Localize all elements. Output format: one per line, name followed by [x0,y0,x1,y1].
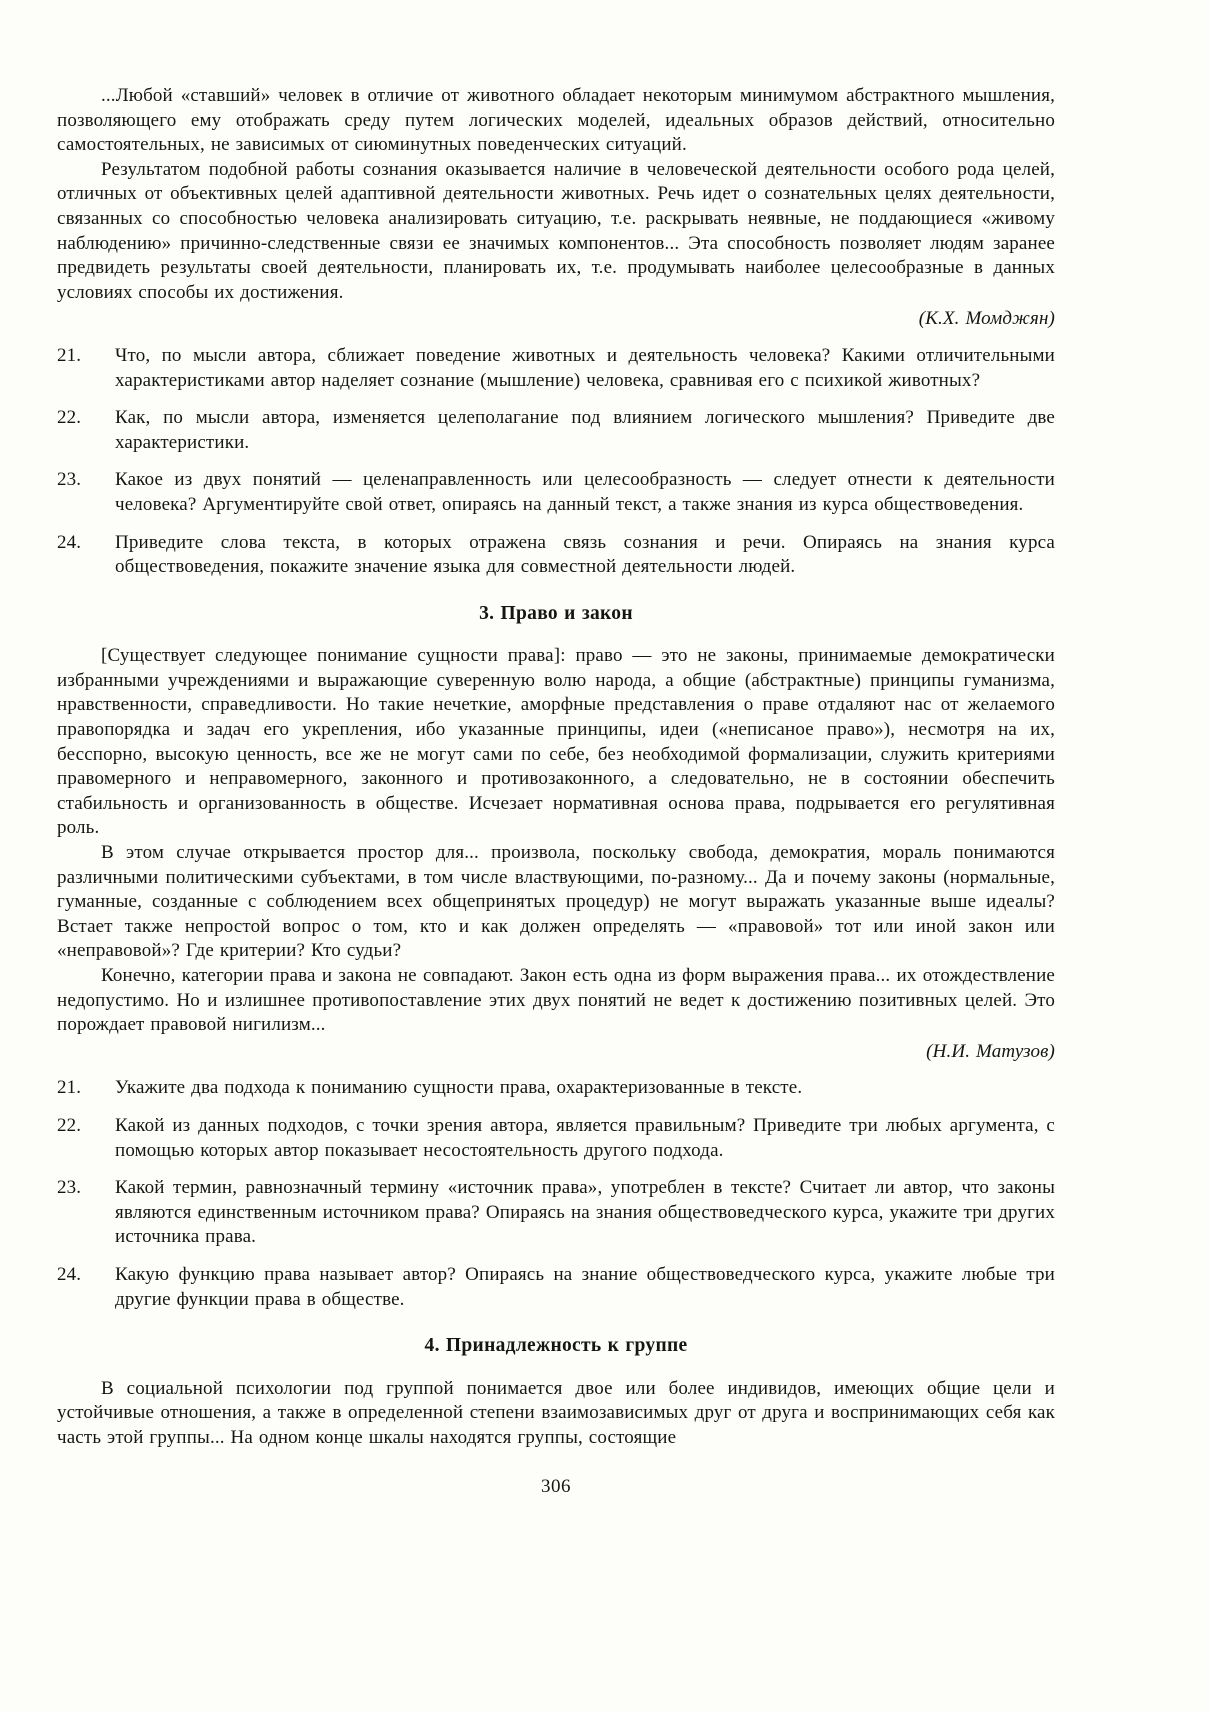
paragraph: Конечно, категории права и закона не совпадают. Закон есть одна из форм выражения права... их отождествление недопустимо. Но и излишнее противопоставление этих двух понятий не ведет к достижению позитивных целей. Это порождает правовой нигилизм... [57,965,1055,1036]
question-number: 22. [57,407,82,429]
question-item [57,1076,1055,1101]
question-item [57,531,1055,580]
question-text: Как, по мысли автора, изменяется целеполагание под влиянием логического мышления? Приведите две характеристики. [115,407,1055,453]
question-number: 24. [57,1263,82,1285]
section-heading-pravo-i-zakon: 3. Право и закон [479,602,633,624]
question-list [57,1076,1055,1312]
question-text: Какой термин, равнозначный термину «источник права», употреблен в тексте? Считает ли автор, что законы являются единственным источником права? Опираясь на знания обществоведческого курса, укажите три других источника права. [115,1177,1055,1248]
question-number: 23. [57,1177,82,1199]
question-item [57,468,1055,517]
paragraph: В этом случае открывается простор для... произвола, поскольку свобода, демократия, мораль понимаются различными политическими субъектами, в том числе властвующими, по-разному... Да и почему законы (нормальные, гуманные, созданные с соблюдением всех общепринятых процедур) не могут выражать указанные выше идеалы? Встает также непростой вопрос о том, кто и как должен определять — «правовой» тот или иной закон или «неправовой»? Где критерии? Кто судьи? [57,842,1055,962]
question-number: 22. [57,1114,82,1136]
question-item [57,1263,1055,1312]
question-item [57,406,1055,455]
question-text: Какой из данных подходов, с точки зрения автора, является правильным? Приведите три любых аргумента, с помощью которых автор показывает несостоятельность другого подхода. [115,1114,1055,1161]
paragraph: В социальной психологии под группой понимается двое или более индивидов, имеющих общие цели и устойчивые отношения, а также в определенной степени взаимозависимых друг от друга и воспринимающих себя как часть этой группы... На одном конце шкалы находятся группы, состоящие [57,1377,1055,1448]
section-heading-prinadlezhnost-k-gruppe: 4. Принадлежность к группе [424,1335,688,1357]
question-number: 24. [57,531,82,553]
question-number: 21. [57,344,82,366]
question-number: 21. [57,1077,82,1099]
question-item [57,344,1055,393]
question-item [57,1176,1055,1250]
paragraph: Результатом подобной работы сознания оказывается наличие в человеческой деятельности особого рода целей, отличных от объективных целей адаптивной деятельности животных. Речь идет о сознательных целях деятельности, связанных со способностью человека анализировать ситуацию, т.е. раскрывать неявные, не поддающиеся «живому наблюдению» причинно-следственные связи ее значимых компонентов... Эта способность позволяет людям заранее предвидеть результаты своей деятельности, планировать их, т.е. продумывать наиболее целесообразные в данных условиях способы их достижения. [57,158,1055,303]
question-text: Приведите слова текста, в которых отражена связь сознания и речи. Опираясь на знания курса обществоведения, покажите значение языка для совместной деятельности людей. [115,531,1055,578]
paragraph: ...Любой «ставший» человек в отличие от животного обладает некоторым минимумом абстрактного мышления, позволяющего ему отображать среду путем логических моделей, идеальных образов действий, относительно самостоятельных, не зависимых от сиюминутных поведенческих ситуаций. [57,85,1055,156]
question-list [57,344,1055,580]
page-content [57,84,1055,1499]
question-text: Что, по мысли автора, сближает поведение животных и деятельность человека? Какими отличительными характеристиками автор наделяет сознание (мышление) человека, сравнивая его с психикой животных? [115,344,1055,391]
author-attribution: (К.Х. Момджян) [918,308,1055,330]
question-item [57,1114,1055,1163]
question-text: Какое из двух понятий — целенаправленность или целесообразность — следует отнести к деятельности человека? Аргументируйте свой ответ, опираясь на данный текст, а также знания из курса обществоведения. [115,469,1055,515]
page-number: 306 [541,1475,571,1497]
question-text: Какую функцию права называет автор? Опираясь на знание обществоведческого курса, укажите любые три другие функции права в обществе. [115,1263,1055,1310]
question-number: 23. [57,469,82,491]
paragraph: [Существует следующее понимание сущности права]: право — это не законы, принимаемые демократически избранными учреждениями и выражающие суверенную волю народа, а общие (абстрактные) принципы гуманизма, нравственности, справедливости. Но такие нечеткие, аморфные представления о праве отдаляют нас от желаемого правопорядка и задач его укрепления, ибо указанные принципы, идеи («неписаное право»), несмотря на их, бесспорно, высокую ценность, все же не могут сами по себе, без необходимой формализации, служить критериями правомерного и неправомерного, законного и противозаконного, а следовательно, не в состоянии обеспечить стабильность и организованность в обществе. Исчезает нормативная основа права, подрывается его регулятивная роль. [57,645,1055,839]
author-attribution: (Н.И. Матузов) [926,1040,1055,1062]
question-text: Укажите два подхода к пониманию сущности права, охарактеризованные в тексте. [115,1077,803,1099]
